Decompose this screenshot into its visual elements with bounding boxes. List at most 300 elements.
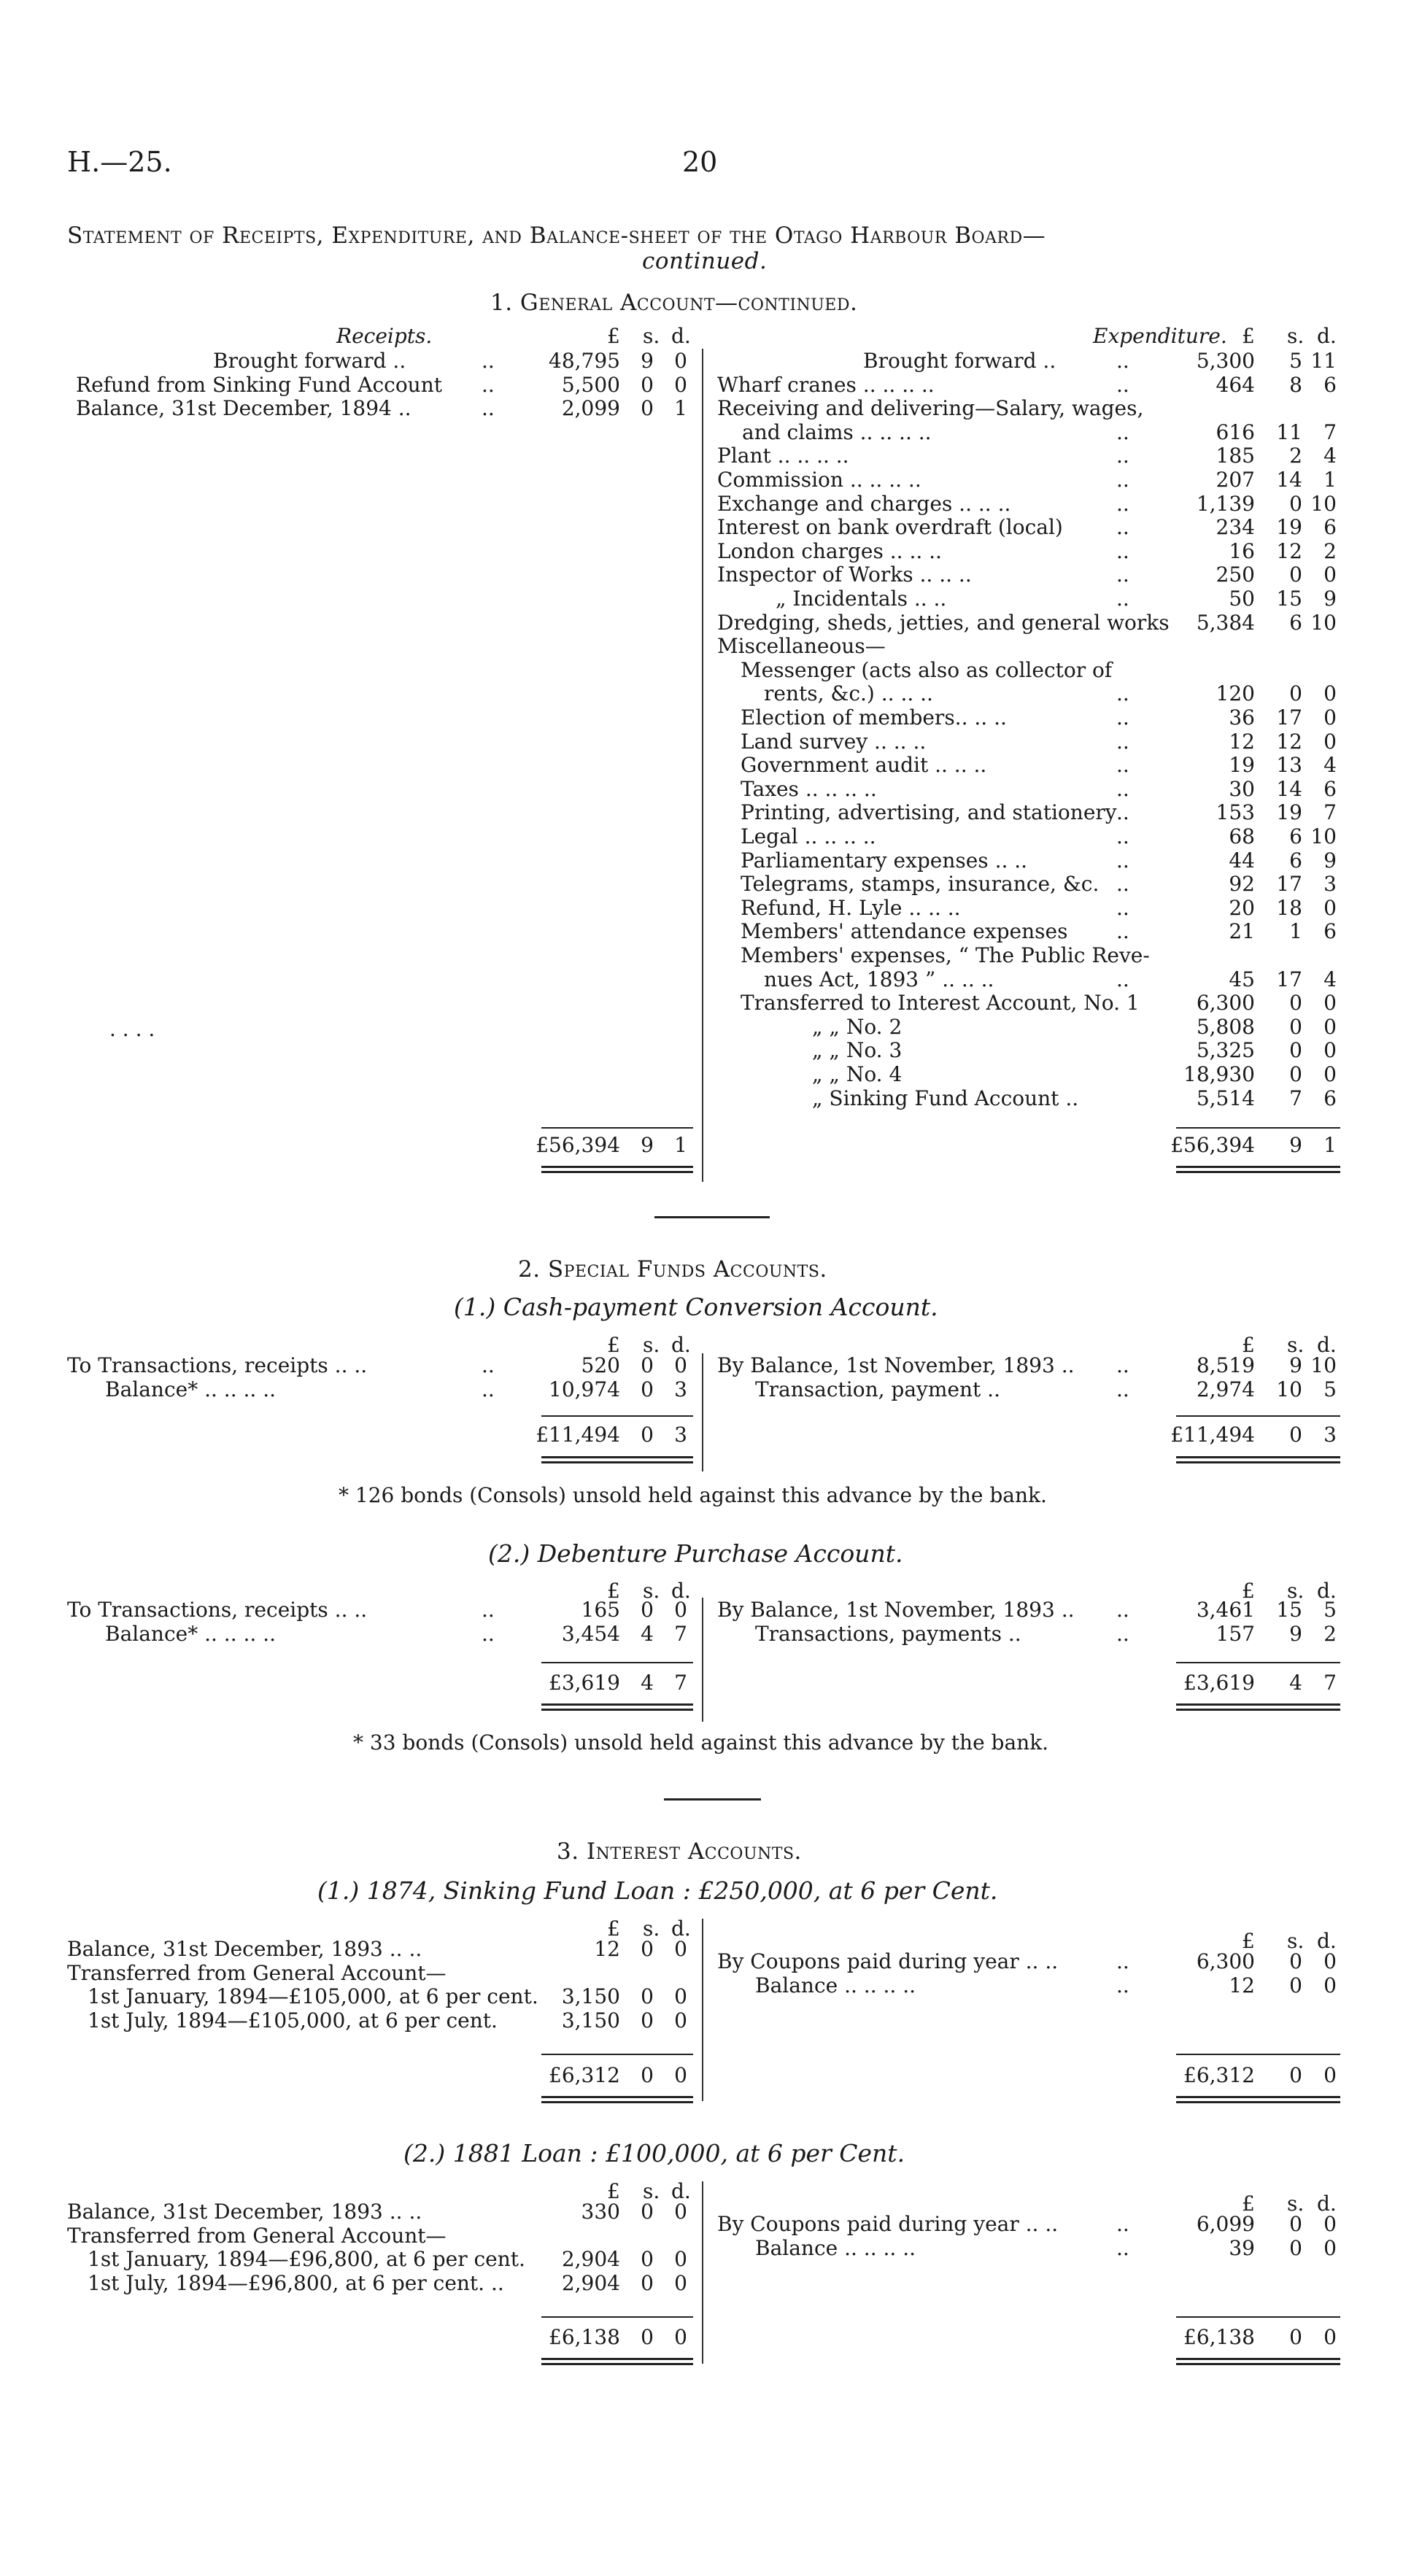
- ledger-row: [0, 896, 1422, 920]
- row-pence: 6: [1324, 515, 1337, 540]
- deb-left-rule-top: [541, 1662, 693, 1663]
- row-label: Land survey .. .. ..: [741, 729, 927, 754]
- row-label: Miscellaneous—: [717, 634, 886, 659]
- row-pounds: 120: [1216, 681, 1255, 706]
- ledger-row: [0, 848, 1422, 873]
- total-pence: 0: [674, 2063, 687, 2087]
- l1874-left-shilling-header: s.: [643, 1916, 660, 1941]
- row-label: Members' attendance expenses: [741, 919, 1068, 944]
- row-pence: 0: [1324, 2212, 1337, 2236]
- row-label: „ „ No. 4: [812, 1062, 903, 1086]
- statement-title-continued: continued.: [642, 248, 768, 274]
- row-shillings: 0: [1289, 991, 1302, 1016]
- row-label: Printing, advertising, and stationery: [741, 800, 1117, 825]
- row-pence: 3: [1324, 872, 1337, 897]
- ledger-row: [0, 1015, 1422, 1039]
- row-label: Balance .. .. .. ..: [755, 1973, 916, 1997]
- page-number: 20: [682, 146, 718, 178]
- row-shillings: 12: [1276, 538, 1302, 563]
- row-pence: 0: [674, 2008, 687, 2032]
- row-pence: 6: [1324, 919, 1337, 944]
- ledger-row: [0, 1598, 1422, 1622]
- row-leader: ..: [1116, 895, 1129, 920]
- l1874-left-rule-2: [541, 2101, 693, 2103]
- row-label: rents, &c.) .. .. ..: [764, 681, 933, 706]
- row-label: By Coupons paid during year .. ..: [717, 1949, 1059, 1973]
- cash-left-shilling-header: s.: [643, 1333, 660, 1357]
- row-label: Election of members.. .. ..: [741, 705, 1007, 730]
- row-label: Transferred to Interest Account, No. 1: [741, 991, 1140, 1016]
- deb-right-pound-header: £: [1242, 1579, 1255, 1603]
- l1881-left-rule-2: [541, 2363, 693, 2365]
- row-pounds: 18,930: [1183, 1062, 1255, 1086]
- ledger-row: [0, 611, 1422, 635]
- ledger-row: [0, 1086, 1422, 1110]
- row-shillings: 0: [1289, 491, 1302, 516]
- row-leader: ..: [1116, 1621, 1129, 1646]
- ledger-row: [0, 444, 1422, 468]
- row-shillings: 0: [641, 1353, 654, 1377]
- ledger-row: [0, 753, 1422, 777]
- total-pence: 0: [1324, 2063, 1337, 2087]
- ledger-row: [0, 420, 1422, 444]
- total-pounds: £3,619: [1183, 1671, 1255, 1695]
- row-leader: ..: [1116, 562, 1129, 587]
- deb-left-rule-2: [541, 1709, 693, 1711]
- deb-right-pence-header: d.: [1317, 1579, 1337, 1603]
- cash-left-pound-header: £: [607, 1333, 620, 1357]
- row-leader: ..: [1116, 848, 1129, 873]
- row-leader: ..: [1116, 538, 1129, 563]
- ledger-row: [0, 967, 1422, 991]
- row-shillings: 0: [1289, 2235, 1302, 2260]
- l1881-left-shilling-header: s.: [643, 2179, 660, 2203]
- l1881-right-pence-header: d.: [1317, 2192, 1337, 2216]
- ledger-row: [0, 373, 1422, 397]
- row-shillings: 0: [1289, 562, 1302, 587]
- total-pounds: £11,494: [1170, 1423, 1255, 1447]
- expenditure-total-rule-top: [1176, 1127, 1340, 1129]
- row-label: Balance, 31st December, 1893 .. ..: [67, 1937, 422, 1961]
- total-pounds: £6,312: [549, 2063, 620, 2087]
- l1874-right-rule-1: [1176, 2096, 1340, 2098]
- total-shillings: 0: [641, 1423, 654, 1447]
- row-label: and claims .. .. .. ..: [742, 419, 932, 444]
- row-shillings: 5: [1289, 349, 1302, 373]
- row-pounds: 5,384: [1196, 610, 1255, 635]
- expenditure-pence-header: d.: [1317, 324, 1337, 348]
- row-pounds: 5,500: [561, 372, 620, 397]
- row-leader: ..: [1116, 967, 1129, 991]
- row-pounds: 16: [1229, 538, 1255, 563]
- row-pounds: 165: [581, 1598, 620, 1622]
- row-label: Transactions, payments ..: [755, 1621, 1021, 1646]
- row-pence: 0: [674, 1353, 687, 1377]
- row-pence: 0: [1324, 1949, 1337, 1973]
- loan-1874-heading: (1.) 1874, Sinking Fund Loan : £250,000, at 6 per Cent.: [317, 1876, 998, 1905]
- row-shillings: 0: [1289, 1062, 1302, 1086]
- row-pence: 0: [674, 1598, 687, 1622]
- left-leader-dots: . . . .: [109, 1017, 155, 1041]
- row-shillings: 14: [1276, 776, 1302, 801]
- row-leader: ..: [1116, 444, 1129, 468]
- row-label: 1st July, 1894—£96,800, at 6 per cent. ..: [88, 2270, 504, 2295]
- cash-left-rule-top: [541, 1415, 693, 1417]
- row-leader: ..: [482, 1621, 495, 1646]
- ledger-row: [0, 991, 1422, 1015]
- row-pence: 0: [674, 2247, 687, 2272]
- row-leader: ..: [1116, 349, 1129, 373]
- row-shillings: 0: [641, 1377, 654, 1401]
- row-leader: ..: [1116, 468, 1129, 492]
- row-shillings: 0: [641, 1598, 654, 1622]
- ledger-row: [0, 681, 1422, 705]
- row-pounds: 44: [1229, 848, 1255, 873]
- row-leader: ..: [1116, 919, 1129, 944]
- cash-left-rule-2: [541, 1461, 693, 1463]
- row-leader: ..: [1116, 776, 1129, 801]
- cash-left-rule-1: [541, 1456, 693, 1458]
- row-pence: 2: [1324, 538, 1337, 563]
- total-shillings: 0: [1289, 2325, 1302, 2349]
- cash-payment-heading: (1.) Cash-payment Conversion Account.: [454, 1293, 938, 1321]
- l1874-right-rule-top: [1176, 2054, 1340, 2055]
- total-shillings: 0: [1289, 1423, 1302, 1447]
- row-pounds: 2,099: [561, 396, 620, 421]
- receipts-pence-header: d.: [671, 324, 691, 348]
- ledger-row: [0, 634, 1422, 658]
- row-pounds: 21: [1229, 919, 1255, 944]
- row-label: Telegrams, stamps, insurance, &c.: [741, 872, 1100, 897]
- row-pounds: 19: [1229, 753, 1255, 778]
- deb-right-rule-2: [1176, 1709, 1340, 1711]
- row-pence: 9: [1324, 848, 1337, 873]
- row-label: Inspector of Works .. .. ..: [717, 562, 972, 587]
- ledger-row: [0, 919, 1422, 943]
- row-label: By Coupons paid during year .. ..: [717, 2212, 1059, 2236]
- deb-right-rule-1: [1176, 1703, 1340, 1706]
- row-pence: 0: [1324, 895, 1337, 920]
- row-leader: ..: [482, 1598, 495, 1622]
- row-leader: ..: [1116, 1949, 1129, 1973]
- row-pounds: 5,808: [1196, 1014, 1255, 1039]
- general-account-heading: 1. General Account—continued.: [490, 290, 858, 316]
- row-shillings: 0: [1289, 1973, 1302, 1997]
- expenditure-heading: Expenditure.: [1093, 324, 1227, 348]
- row-pence: 0: [1324, 991, 1337, 1016]
- section-separator-2: [664, 1798, 761, 1801]
- l1881-right-rule-1: [1176, 2358, 1340, 2360]
- ledger-row: [0, 2008, 1422, 2032]
- row-shillings: 15: [1276, 587, 1302, 611]
- row-label: Transaction, payment ..: [755, 1377, 1000, 1401]
- row-pence: 0: [1324, 729, 1337, 754]
- row-shillings: 9: [641, 349, 654, 373]
- row-shillings: 6: [1289, 824, 1302, 848]
- row-label: Taxes .. .. .. ..: [741, 776, 877, 801]
- row-leader: ..: [1116, 800, 1129, 825]
- row-label: „ Incidentals .. ..: [776, 587, 947, 611]
- row-shillings: 9: [1289, 1353, 1302, 1377]
- cash-right-rule-top: [1176, 1415, 1340, 1417]
- row-pounds: 157: [1216, 1621, 1255, 1646]
- row-pounds: 6,300: [1196, 1949, 1255, 1973]
- row-leader: ..: [482, 396, 495, 421]
- row-label: Interest on bank overdraft (local): [717, 515, 1063, 540]
- ledger-row: [0, 1038, 1422, 1062]
- ledger-row: [0, 1353, 1422, 1377]
- row-shillings: 6: [1289, 848, 1302, 873]
- statement-title: Statement of Receipts, Expenditure, and Balance-sheet of the Otago Harbour Board—: [67, 223, 1046, 249]
- row-shillings: 17: [1276, 872, 1302, 897]
- row-label: London charges .. .. ..: [717, 538, 942, 563]
- row-shillings: 0: [641, 396, 654, 421]
- row-pence: 0: [674, 1984, 687, 2009]
- row-leader: ..: [1116, 491, 1129, 516]
- row-pounds: 234: [1216, 515, 1255, 540]
- row-pounds: 330: [581, 2200, 620, 2224]
- total-shillings: 0: [1289, 2063, 1302, 2087]
- interest-accounts-heading: 3. Interest Accounts.: [557, 1838, 802, 1865]
- l1874-right-pound-header: £: [1242, 1929, 1255, 1953]
- total-pounds: £3,619: [549, 1671, 620, 1695]
- l1874-right-rule-2: [1176, 2101, 1340, 2103]
- row-pounds: 250: [1216, 562, 1255, 587]
- row-label: 1st January, 1894—£105,000, at 6 per cent.: [88, 1984, 538, 2009]
- row-pounds: 39: [1229, 2235, 1255, 2260]
- ledger-row: [0, 943, 1422, 967]
- total-pounds: £11,494: [536, 1423, 620, 1447]
- debenture-footnote: * 33 bonds (Consols) unsold held against this advance by the bank.: [353, 1730, 1049, 1755]
- row-pence: 0: [674, 2200, 687, 2224]
- ledger-row: [0, 2271, 1422, 2295]
- row-pence: 0: [674, 2270, 687, 2295]
- receipts-total-rule-top: [541, 1127, 693, 1129]
- row-pence: 0: [1324, 1014, 1337, 1039]
- total-pence: 3: [674, 1423, 687, 1447]
- row-label: Balance, 31st December, 1894 ..: [76, 396, 411, 421]
- row-pence: 0: [1324, 681, 1337, 706]
- deb-left-pence-header: d.: [671, 1579, 691, 1603]
- total-pence: 7: [1324, 1671, 1337, 1695]
- row-shillings: 19: [1276, 800, 1302, 825]
- row-pence: 0: [1324, 1038, 1337, 1063]
- ledger-row: [0, 349, 1422, 373]
- row-pounds: 48,795: [549, 349, 620, 373]
- cash-left-pence-header: d.: [671, 1333, 691, 1357]
- row-pounds: 68: [1229, 824, 1255, 848]
- ledger-row: [0, 2236, 1422, 2260]
- row-pounds: 3,150: [561, 2008, 620, 2032]
- row-label: Dredging, sheds, jetties, and general works: [717, 610, 1170, 635]
- row-pence: 0: [1324, 705, 1337, 730]
- row-pence: 0: [1324, 1062, 1337, 1086]
- row-pence: 0: [1324, 2235, 1337, 2260]
- row-pounds: 5,514: [1196, 1086, 1255, 1110]
- cash-right-pound-header: £: [1242, 1333, 1255, 1357]
- row-pounds: 45: [1229, 967, 1255, 991]
- row-pounds: 616: [1216, 419, 1255, 444]
- row-label: „ „ No. 2: [812, 1014, 903, 1039]
- row-shillings: 14: [1276, 468, 1302, 492]
- row-pounds: 5,325: [1196, 1038, 1255, 1063]
- total-pence: 0: [1324, 2325, 1337, 2349]
- l1881-left-pence-header: d.: [671, 2179, 691, 2203]
- row-leader: ..: [1116, 515, 1129, 540]
- deb-left-rule-1: [541, 1703, 693, 1706]
- row-pounds: 92: [1229, 872, 1255, 897]
- ledger-row: [0, 705, 1422, 730]
- row-shillings: 0: [641, 2247, 654, 2272]
- row-pence: 7: [674, 1621, 687, 1646]
- row-label: To Transactions, receipts .. ..: [67, 1598, 368, 1622]
- row-shillings: 0: [641, 372, 654, 397]
- l1881-right-rule-top: [1176, 2316, 1340, 2318]
- row-pounds: 36: [1229, 705, 1255, 730]
- total-pence: 1: [674, 1133, 687, 1157]
- row-pence: 7: [1324, 419, 1337, 444]
- ledger-row: [0, 468, 1422, 492]
- l1881-right-shilling-header: s.: [1287, 2192, 1305, 2216]
- loan-1881-heading: (2.) 1881 Loan : £100,000, at 6 per Cent.: [403, 2139, 905, 2167]
- l1874-left-rule-top: [541, 2054, 693, 2055]
- total-pounds: £6,138: [549, 2325, 620, 2349]
- row-leader: ..: [1116, 372, 1129, 397]
- ledger-row: [0, 658, 1422, 682]
- row-label: 1st July, 1894—£105,000, at 6 per cent.: [88, 2008, 498, 2032]
- row-shillings: 8: [1289, 372, 1302, 397]
- row-shillings: 18: [1276, 895, 1302, 920]
- row-shillings: 0: [1289, 1038, 1302, 1063]
- ledger-row: [0, 515, 1422, 539]
- total-shillings: 4: [1289, 1671, 1302, 1695]
- row-shillings: 2: [1289, 444, 1302, 468]
- row-pence: 6: [1324, 776, 1337, 801]
- row-pence: 10: [1310, 824, 1337, 848]
- row-leader: ..: [1116, 1377, 1129, 1401]
- expenditure-total-rule-1: [1176, 1166, 1340, 1168]
- row-label: To Transactions, receipts .. ..: [67, 1353, 368, 1377]
- row-shillings: 10: [1276, 1377, 1302, 1401]
- row-leader: ..: [1116, 1973, 1129, 1997]
- row-shillings: 9: [1289, 1621, 1302, 1646]
- ledger-row: [0, 1377, 1422, 1401]
- ledger-row: [0, 539, 1422, 563]
- row-leader: ..: [1116, 824, 1129, 848]
- row-pence: 4: [1324, 967, 1337, 991]
- row-shillings: 0: [1289, 2212, 1302, 2236]
- l1881-left-rule-top: [541, 2316, 693, 2318]
- row-label: Brought forward ..: [863, 349, 1056, 373]
- row-leader: ..: [482, 1353, 495, 1377]
- row-pounds: 20: [1229, 895, 1255, 920]
- row-pence: 1: [674, 396, 687, 421]
- row-leader: ..: [1116, 419, 1129, 444]
- row-label: Parliamentary expenses .. ..: [741, 848, 1028, 873]
- ledger-row: [0, 1973, 1422, 1997]
- row-pence: 11: [1310, 349, 1337, 373]
- total-shillings: 0: [641, 2063, 654, 2087]
- row-pence: 10: [1310, 1353, 1337, 1377]
- row-pounds: 6,300: [1196, 991, 1255, 1016]
- cash-right-rule-2: [1176, 1461, 1340, 1463]
- special-funds-heading: 2. Special Funds Accounts.: [518, 1256, 827, 1283]
- row-pounds: 12: [1229, 729, 1255, 754]
- total-pence: 7: [674, 1671, 687, 1695]
- total-shillings: 0: [641, 2325, 654, 2349]
- row-shillings: 0: [1289, 681, 1302, 706]
- row-label: Balance* .. .. .. ..: [105, 1377, 277, 1401]
- row-pence: 3: [674, 1377, 687, 1401]
- l1874-left-pence-header: d.: [671, 1916, 691, 1941]
- receipts-shilling-header: s.: [643, 324, 660, 348]
- l1874-left-pound-header: £: [607, 1916, 620, 1941]
- expenditure-pound-header: £: [1242, 324, 1255, 348]
- row-pounds: 10,974: [549, 1377, 620, 1401]
- deb-left-pound-header: £: [607, 1579, 620, 1603]
- row-pence: 0: [674, 372, 687, 397]
- row-label: Balance, 31st December, 1893 .. ..: [67, 2200, 422, 2224]
- row-label: Legal .. .. .. ..: [741, 824, 876, 848]
- l1881-left-rule-1: [541, 2358, 693, 2360]
- row-leader: ..: [1116, 2235, 1129, 2260]
- row-shillings: 12: [1276, 729, 1302, 754]
- row-label: Refund, H. Lyle .. .. ..: [741, 895, 961, 920]
- cash-right-pence-header: d.: [1317, 1333, 1337, 1357]
- row-label: Refund from Sinking Fund Account: [76, 372, 442, 397]
- row-pounds: 12: [1229, 1973, 1255, 1997]
- row-pence: 10: [1310, 610, 1337, 635]
- ledger-row: [0, 800, 1422, 824]
- total-pence: 3: [1324, 1423, 1337, 1447]
- ledger-row: [0, 396, 1422, 420]
- row-shillings: 13: [1276, 753, 1302, 778]
- row-leader: ..: [1116, 872, 1129, 897]
- l1874-right-shilling-header: s.: [1287, 1929, 1305, 1953]
- row-pounds: 3,461: [1196, 1598, 1255, 1622]
- row-pounds: 1,139: [1196, 491, 1255, 516]
- row-shillings: 19: [1276, 515, 1302, 540]
- row-shillings: 0: [641, 2270, 654, 2295]
- deb-right-rule-top: [1176, 1662, 1340, 1663]
- row-label: Wharf cranes .. .. .. ..: [717, 372, 935, 397]
- expenditure-total-rule-2: [1176, 1171, 1340, 1173]
- row-pence: 5: [1324, 1598, 1337, 1622]
- total-shillings: 4: [641, 1671, 654, 1695]
- row-label: Plant .. .. .. ..: [717, 444, 849, 468]
- row-shillings: 17: [1276, 967, 1302, 991]
- deb-right-shilling-header: s.: [1287, 1579, 1305, 1603]
- cash-footnote: * 126 bonds (Consols) unsold held against this advance by the bank.: [339, 1483, 1047, 1507]
- row-pence: 10: [1310, 491, 1337, 516]
- total-pounds: £56,394: [536, 1133, 620, 1157]
- row-shillings: 4: [641, 1621, 654, 1646]
- row-label: By Balance, 1st November, 1893 ..: [717, 1353, 1075, 1377]
- row-pounds: 207: [1216, 468, 1255, 492]
- l1874-left-rule-1: [541, 2096, 693, 2098]
- total-pence: 0: [674, 2325, 687, 2349]
- total-shillings: 9: [641, 1133, 654, 1157]
- row-pounds: 5,300: [1196, 349, 1255, 373]
- debenture-right-total: [0, 1671, 1422, 1695]
- row-shillings: 0: [1289, 1014, 1302, 1039]
- row-shillings: 15: [1276, 1598, 1302, 1622]
- l1881-right-pound-header: £: [1242, 2192, 1255, 2216]
- row-leader: ..: [1116, 1353, 1129, 1377]
- row-pounds: 8,519: [1196, 1353, 1255, 1377]
- row-leader: ..: [1116, 705, 1129, 730]
- row-shillings: 0: [641, 2008, 654, 2032]
